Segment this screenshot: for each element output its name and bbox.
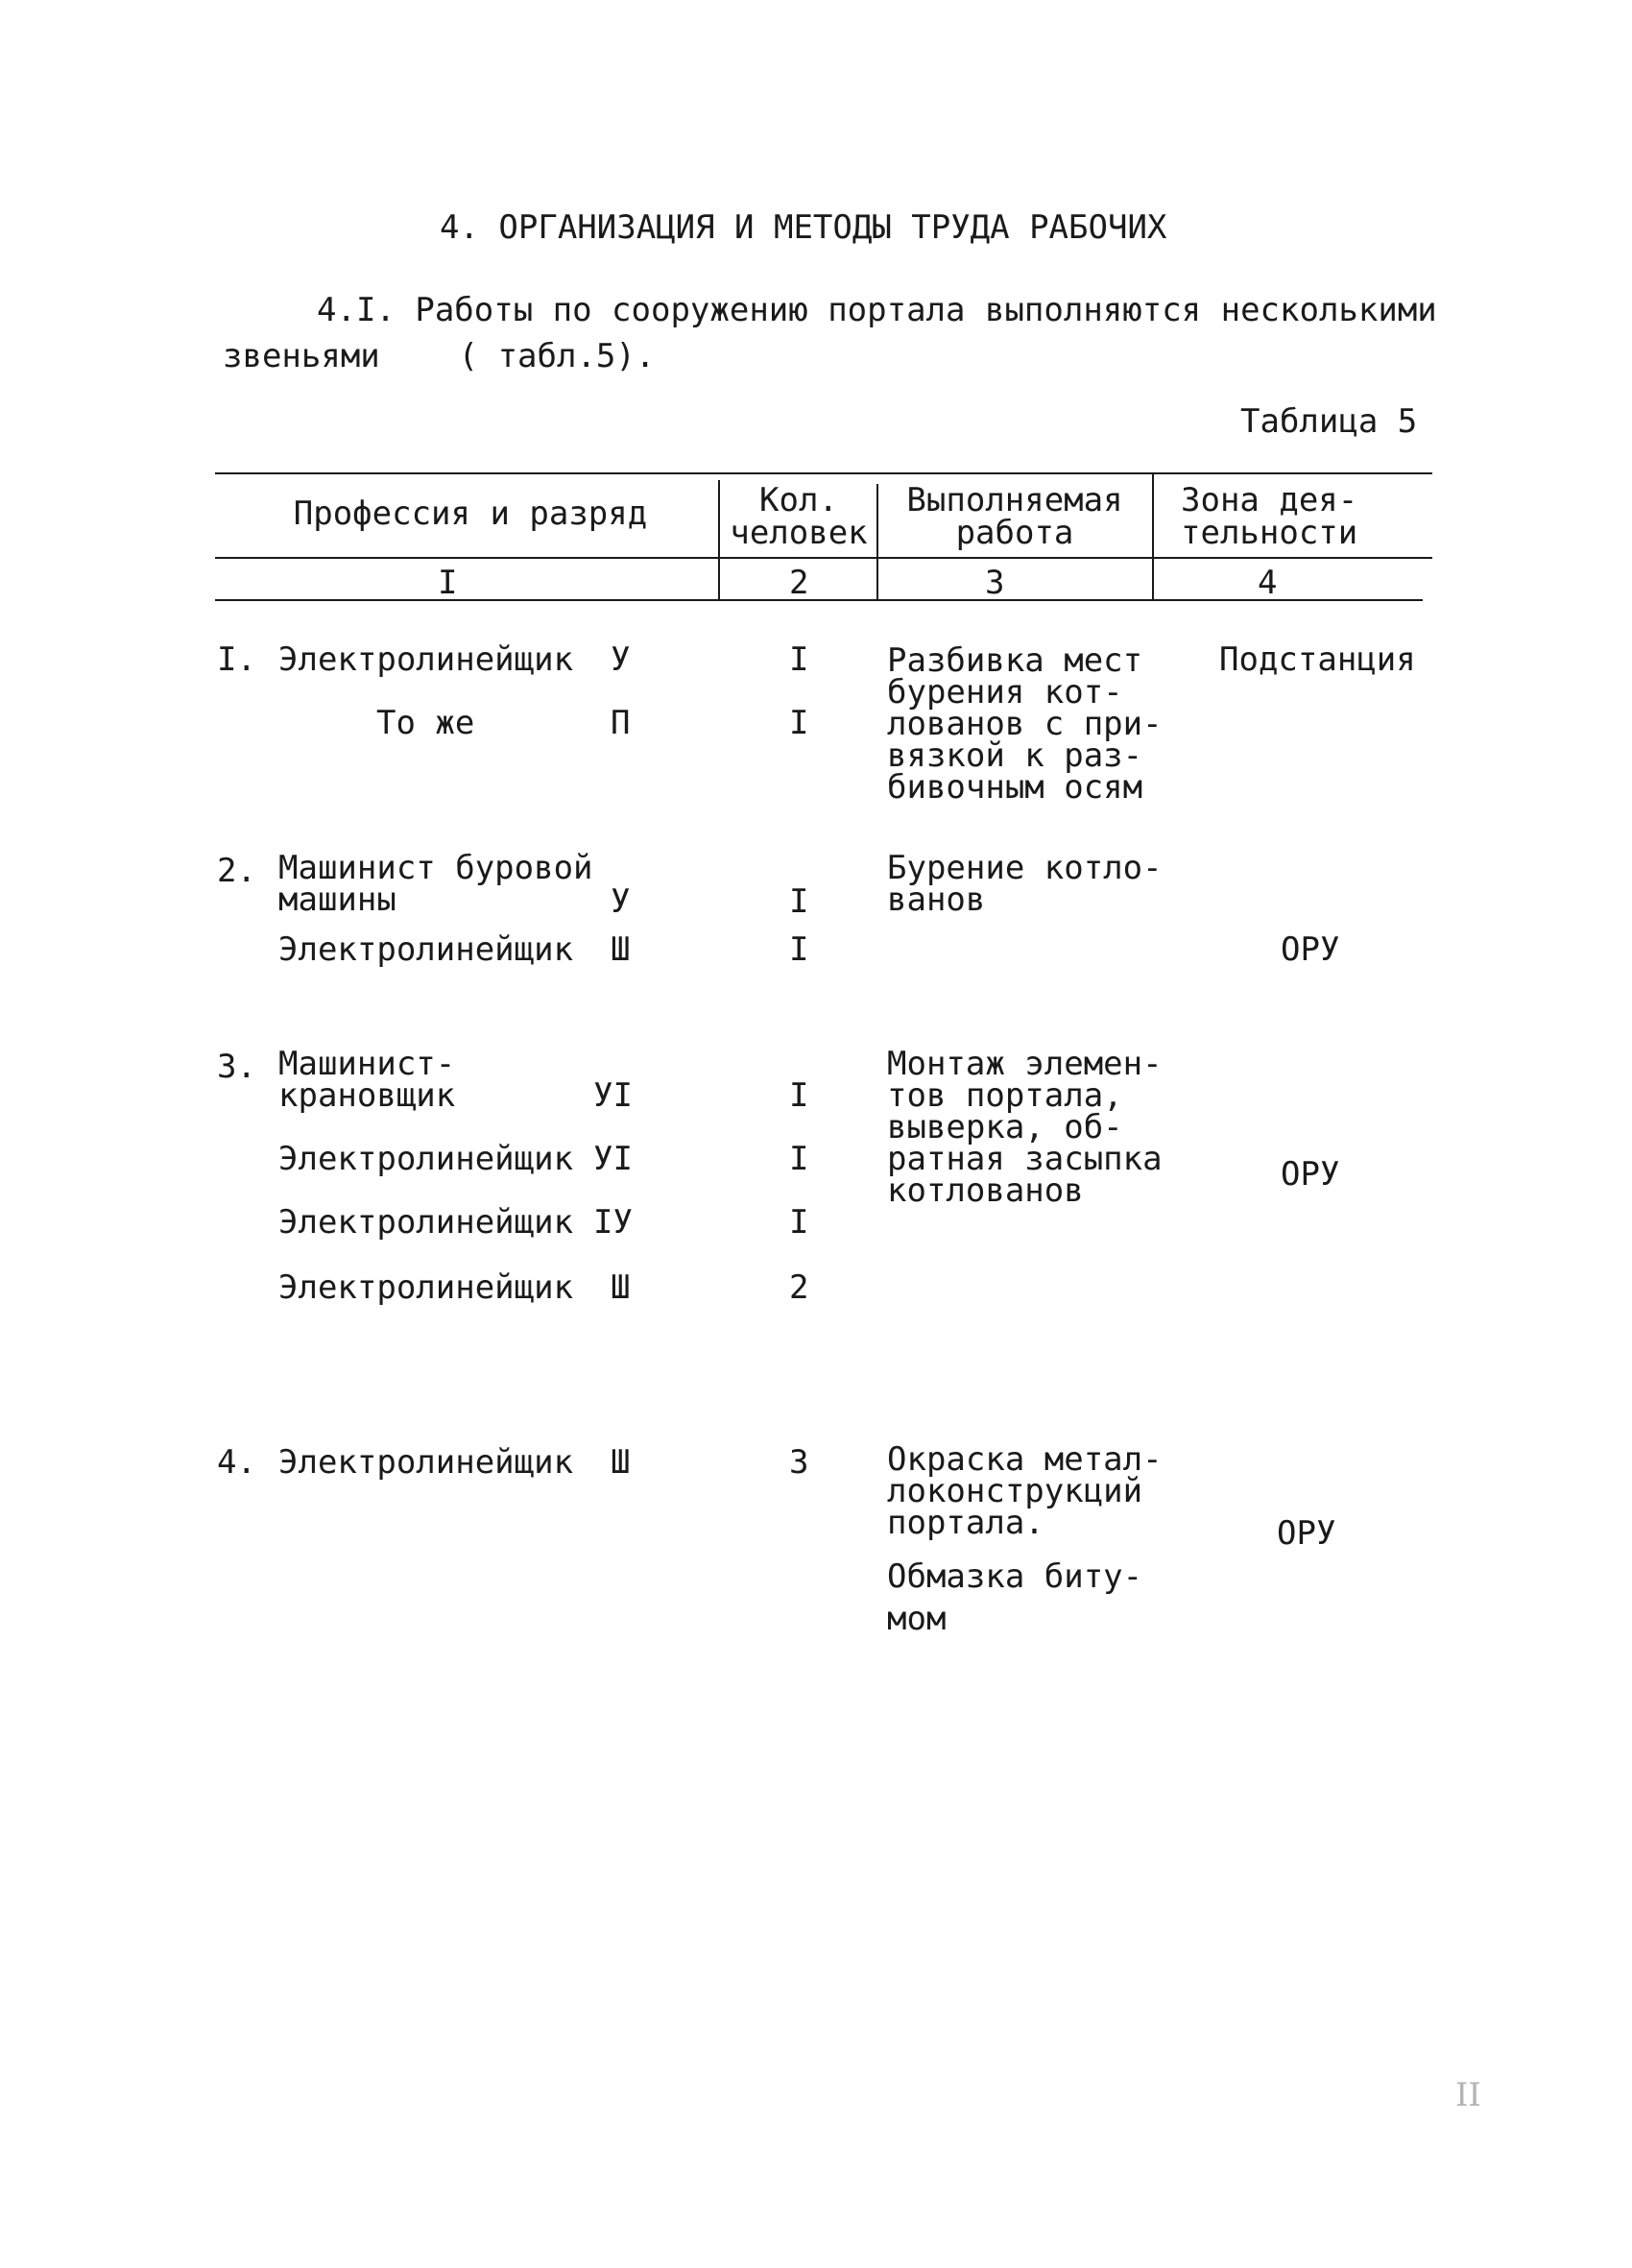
table-row: Электролинейщик	[278, 1443, 574, 1482]
paragraph-line-2: звеньями ( табл.5).	[223, 337, 656, 375]
count-cell: 3	[789, 1443, 809, 1482]
group-3-number: 3.	[217, 1048, 256, 1086]
header-profession: Профессия и разряд	[293, 495, 648, 533]
header-count: Кол. человек	[730, 481, 868, 552]
table-row: Электролинейщик	[278, 1268, 574, 1307]
work-description: Монтаж элемен- тов портала, выверка, об- ратная засыпка котлованов	[887, 1045, 1163, 1210]
column-number-4: 4	[1258, 564, 1278, 602]
work-description: Разбивка мест бурения кот- лованов с при- вязкой к раз- бивочным осям	[887, 641, 1163, 807]
count-cell: I	[789, 882, 809, 921]
count-cell: I	[789, 1140, 809, 1178]
work-description-extra: Обмазка биту- мом	[887, 1557, 1143, 1638]
table-caption: Таблица 5	[1240, 402, 1418, 441]
header-work: Выполняемая работа	[906, 481, 1123, 552]
grade-cell: У	[611, 640, 631, 679]
grade-cell: IУ	[593, 1203, 633, 1242]
table-row: Электролинейщик	[278, 640, 574, 679]
grade-cell: У	[611, 882, 631, 921]
column-numbers-rule	[215, 599, 1423, 601]
zone-cell: Подстанция	[1219, 640, 1416, 679]
column-divider-2	[876, 484, 878, 599]
work-description: Бурение котло- ванов	[887, 849, 1163, 919]
count-cell: I	[789, 640, 809, 679]
grade-cell: Ш	[611, 1443, 631, 1482]
table-row: Машинист- крановщик	[278, 1045, 456, 1115]
grade-cell: Ш	[611, 930, 631, 969]
column-number-3: 3	[985, 564, 1005, 602]
grade-cell: УI	[593, 1076, 633, 1115]
grade-cell: Ш	[611, 1268, 631, 1307]
header-zone: Зона дея- тельности	[1181, 481, 1358, 552]
group-4-number: 4.	[217, 1443, 256, 1482]
table-top-rule	[215, 472, 1432, 474]
count-cell: I	[789, 1076, 809, 1115]
zone-cell: ОРУ	[1281, 1155, 1340, 1194]
group-2-number: 2.	[217, 852, 256, 890]
paragraph-line-1: 4.I. Работы по сооружению портала выполняются несколькими	[317, 291, 1437, 329]
count-cell: I	[789, 704, 809, 742]
grade-cell: П	[611, 704, 631, 742]
table-row: Машинист буровой машины	[278, 849, 593, 919]
table-row: То же	[376, 704, 475, 742]
count-cell: I	[789, 930, 809, 969]
zone-cell: ОРУ	[1281, 930, 1340, 969]
column-divider-3	[1152, 472, 1154, 599]
grade-cell: УI	[593, 1140, 633, 1178]
group-1-number: I.	[217, 640, 256, 679]
zone-cell: ОРУ	[1277, 1514, 1336, 1553]
header-bottom-rule	[215, 557, 1432, 559]
count-cell: 2	[789, 1268, 809, 1307]
table-row: Электролинейщик	[278, 1203, 574, 1242]
table-row: Электролинейщик	[278, 930, 574, 969]
column-number-1: I	[438, 564, 458, 602]
section-title: 4. ОРГАНИЗАЦИЯ И МЕТОДЫ ТРУДА РАБОЧИХ	[440, 208, 1167, 247]
table-row: Электролинейщик	[278, 1140, 574, 1178]
page-number: II	[1455, 2076, 1481, 2114]
work-description: Окраска метал- локонструкций портала.	[887, 1440, 1163, 1542]
count-cell: I	[789, 1203, 809, 1242]
column-number-2: 2	[789, 564, 809, 602]
